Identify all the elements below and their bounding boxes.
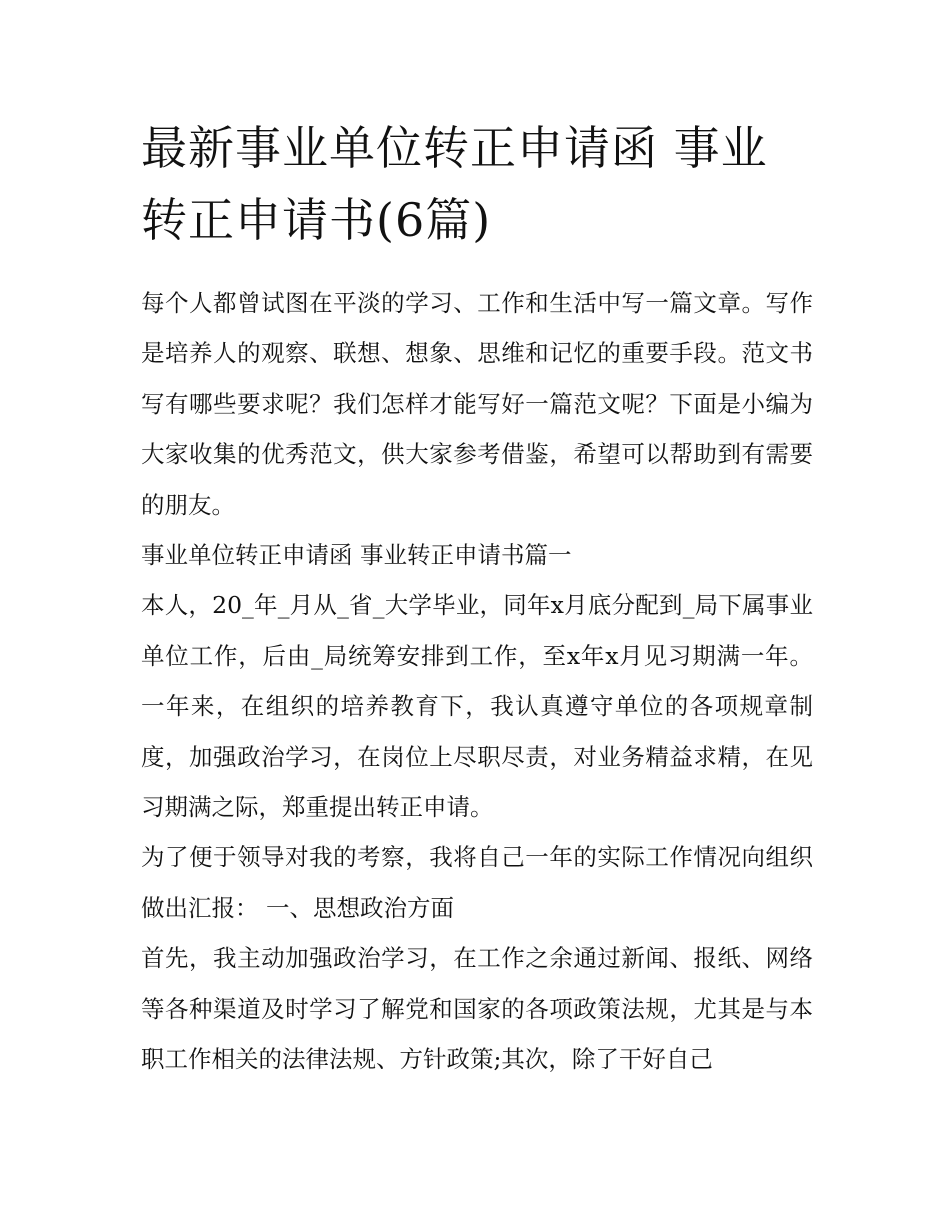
body-paragraph: 本人，20_年_月从_省_大学毕业，同年x月底分配到_局下属事业单位工作，后由_局统筹安排到工作，至x年x月见习期满一年。一年来，在组织的培养教育下，我认真遵守单位的各项规章制度，加强政治学习，在岗位上尽职尽责，对业务精益求精，在见习期满之际，郑重提出转正申请。 — [141, 591, 813, 822]
section-heading: 事业单位转正申请函 事业转正申请书篇一 — [141, 541, 572, 570]
document-title: 最新事业单位转正申请函 事业转正申请书(6篇) — [141, 121, 768, 247]
body-paragraph: 为了便于领导对我的考察，我将自己一年的实际工作情况向组织做出汇报： 一、思想政治方面 — [141, 843, 813, 922]
intro-paragraph: 每个人都曾试图在平淡的学习、工作和生活中写一篇文章。写作是培养人的观察、联想、想象、思维和记忆的重要手段。范文书写有哪些要求呢？我们怎样才能写好一篇范文呢？下面是小编为大家收集的优秀范文，供大家参考借鉴，希望可以帮助到有需要的朋友。 — [141, 289, 813, 519]
body-paragraph: 首先，我主动加强政治学习，在工作之余通过新闻、报纸、网络等各种渠道及时学习了解党和国家的各项政策法规，尤其是与本职工作相关的法律法规、方针政策;其次，除了干好自己 — [141, 944, 813, 1074]
document-body — [141, 112, 813, 1085]
